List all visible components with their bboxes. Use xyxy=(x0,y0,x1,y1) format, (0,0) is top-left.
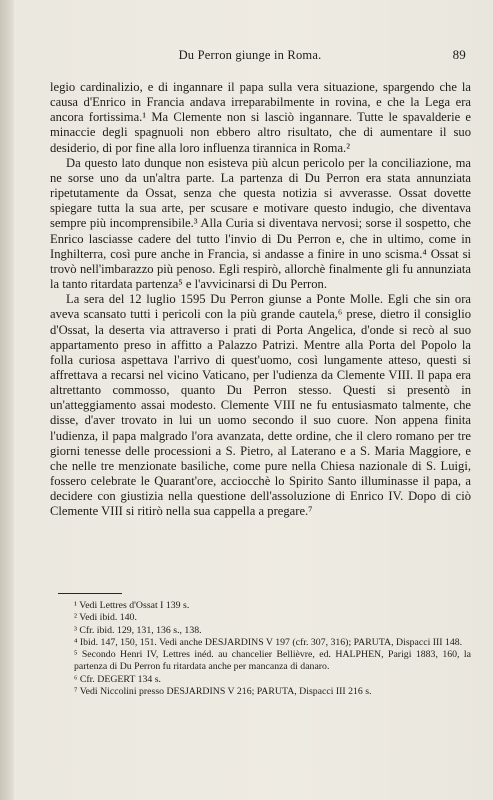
footnote-3: ³ Cfr. ibid. 129, 131, 136 s., 138. xyxy=(74,624,202,636)
running-title: Du Perron giunge in Roma. xyxy=(178,48,322,62)
main-text xyxy=(50,80,471,520)
footnote-separator xyxy=(58,593,122,594)
footnote-4: ⁴ Ibid. 147, 150, 151. Vedi anche DESJARDINS V 197 (cfr. 307, 316); PARUTA, Dispacci III 148. xyxy=(74,636,463,648)
paragraph-2: Da questo lato dunque non esisteva più alcun pericolo per la conciliazione, ma ne sorse uno da un'altra parte. La partenza di Du Perron era stata annunziata ripetutamente da Ossat, senza che questa notizia si avverasse. Ossat dovette spiegare tutta la sua arte, per scusare e motivare questo indugio, che diventava sempre più incomprensibile.³ Alla Curia si diventava nervosi; sorse il sospetto, che Enrico lasciasse cadere del tutto l'invio di Du Perron e, che in ultimo, come in Inghilterra, così pure anche in Francia, si andasse a finire in uno scisma.⁴ Ossat si trovò nell'imbarazzo più penoso. Egli respirò, allorchè finalmente gli fu annunziata la tanto ritardata partenza⁵ e l'avvicinarsi di Du Perron. xyxy=(50,155,471,292)
page-number: 89 xyxy=(452,47,466,62)
footnotes xyxy=(50,600,471,698)
paragraph-3: La sera del 12 luglio 1595 Du Perron giunse a Ponte Molle. Egli che sin ora aveva scansato tutti i pericoli con la più grande cautela,⁶ prese, dietro il consiglio d'Ossat, la deserta via attraverso i prati di Porta Angelica, d'onde si recò al suo appartamento preso in affitto a Palazzo Patrizi. Mentre alla Porta del Popolo la folla curiosa aspettava l'arrivo di quest'uomo, così lungamente atteso, questi si affrettava a recarsi nel vicino Vaticano, per l'udienza da Clemente VIII. Il papa era altrettanto commosso, quanto Du Perron stesso. Questi si presentò in un'atteggiamento assai modesto. Clemente VIII ne fu entusiasmato talmente, che disse, d'aver trovato in lui un uomo secondo il suo cuore. Non appena finita l'udienza, il papa malgrado l'ora avanzata, dette ordine, che il clero romano per tre giorni tenesse delle processioni a S. Pietro, al Laterano e a S. Maria Maggiore, e che nelle tre menzionate basiliche, come pure nella Chiesa nazionale di S. Luigi, fossero celebrate le Quarant'ore, acciocchè lo Spirito Santo illuminasse il papa, a decidere con giustizia nella questione dell'assoluzione di Enrico IV. Dopo di ciò Clemente VIII si ritirò nella sua cappella a pregare.⁷ xyxy=(50,292,471,519)
running-header xyxy=(30,48,470,66)
footnote-6: ⁶ Cfr. DEGERT 134 s. xyxy=(74,673,162,685)
footnote-2: ² Vedi ibid. 140. xyxy=(74,612,137,624)
book-gutter xyxy=(0,0,14,800)
paragraph-1: legio cardinalizio, e di ingannare il papa sulla vera situazione, spargendo che la causa d'Enrico in Francia andava irreparabilmente in rovina, e che la Lega era ancora fortissima.¹ Ma Clemente non si lasciò ingannare. Tutte le spavalderie e minaccie degli spagnuoli non ebbero altro risultato, che di aumentare il suo desiderio, di por fine alla loro influenza tirannica in Roma.² xyxy=(50,80,471,155)
footnote-7: ⁷ Vedi Niccolini presso DESJARDINS V 216; PARUTA, Dispacci III 216 s. xyxy=(74,686,372,698)
footnote-5: ⁵ Secondo Henri IV, Lettres inéd. au chancelier Bellièvre, ed. HALPHEN, Parigi 1883, 160, la partenza di Du Perron fu ritardata anche per mancanza di danaro. xyxy=(74,649,471,673)
footnote-1: ¹ Vedi Lettres d'Ossat I 139 s. xyxy=(74,600,190,611)
